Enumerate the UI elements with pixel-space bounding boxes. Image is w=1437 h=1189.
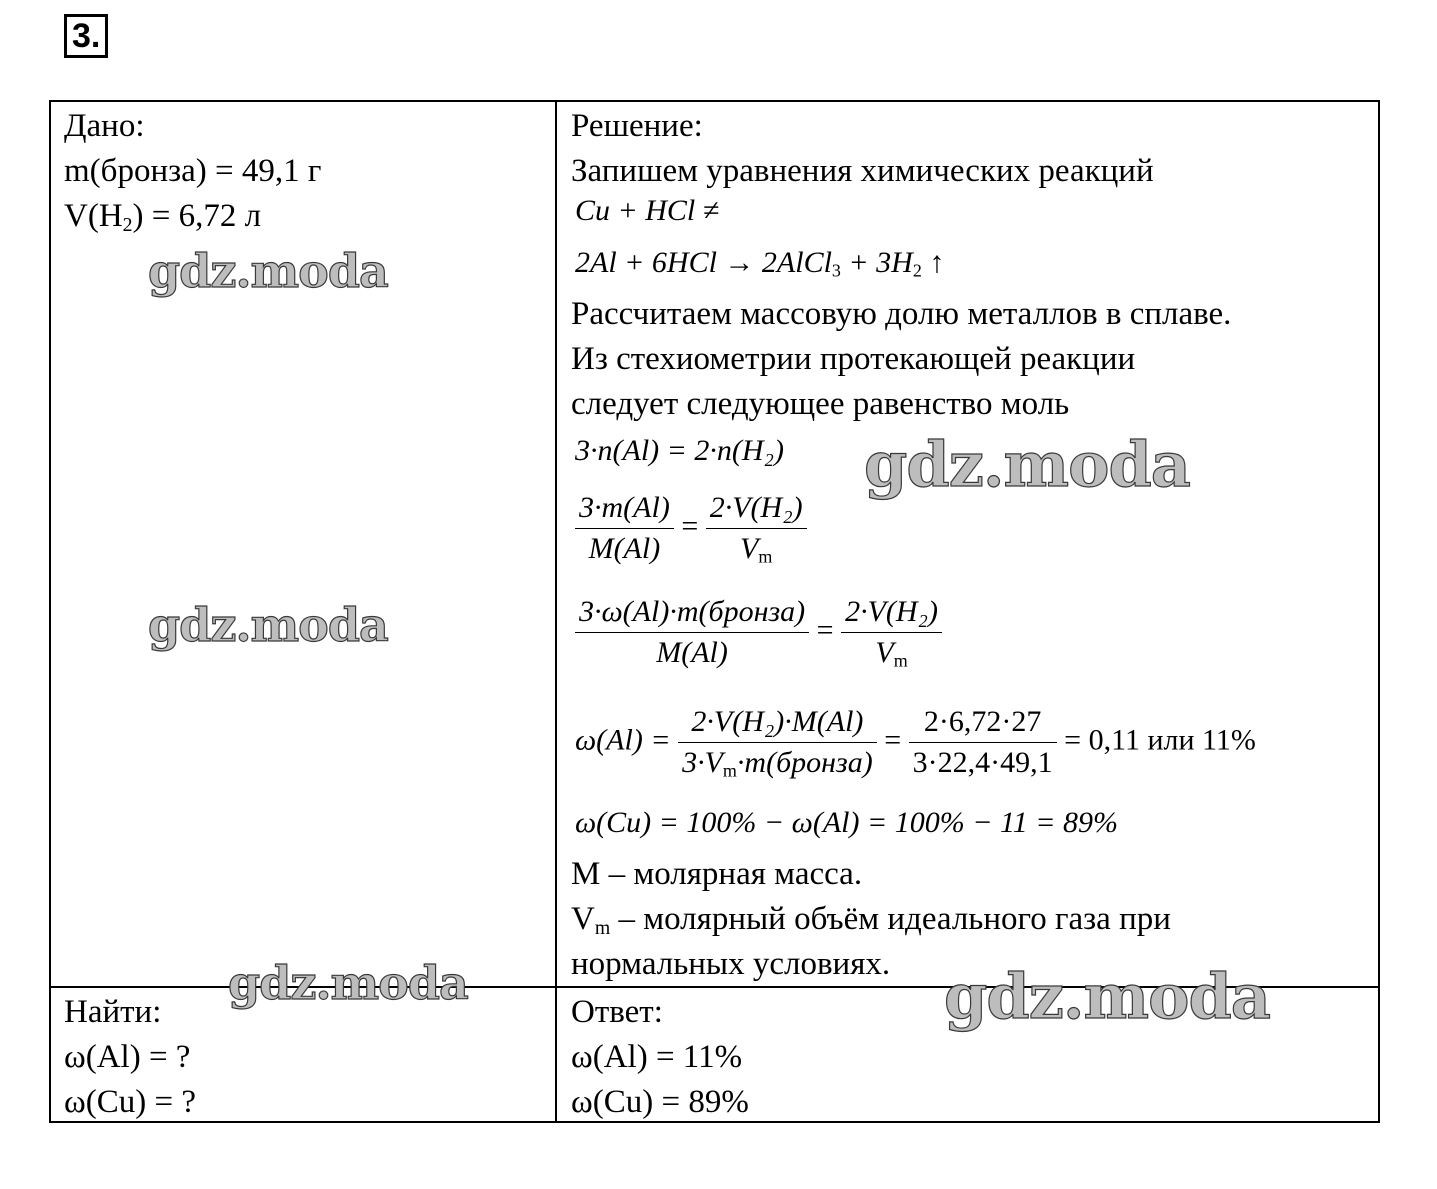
find-cell — [64, 990, 196, 1125]
given-mass: m(бронза) = 49,1 г — [64, 153, 322, 189]
answer-line: ω(Cu) = 89% — [571, 1084, 749, 1120]
solution-header — [571, 104, 1154, 194]
table-border-left — [49, 100, 51, 1123]
watermark: gdz.moda — [148, 244, 388, 298]
given-title: Дано: — [64, 108, 145, 144]
find-line: ω(Cu) = ? — [64, 1084, 196, 1120]
equation-al-hcl: 2Al + 6HCl → 2AlCl$_3$ + $3H_2$ ↑ — [575, 246, 945, 281]
given-cell — [64, 104, 321, 239]
watermark: gdz.moda — [148, 598, 388, 652]
formula-mass-ratio: $\frac{3\cdot m(Al)}{M(Al)}$ = $\frac{\text{2·V(H₂)}}{V_m}$ — [575, 488, 807, 569]
note-molar-volume: $V_m$ – молярный объём идеального газа при — [571, 901, 1171, 939]
text-line: Рассчитаем массовую долю металлов в сплаве. — [571, 296, 1232, 332]
solution-intro: Запишем уравнения химических реакций — [571, 153, 1154, 189]
answer-title: Ответ: — [571, 994, 663, 1030]
watermark: gdz.moda — [944, 960, 1270, 1033]
formula-mole-ratio: 3·n(Al) = 2·n(H₂) — [575, 434, 784, 467]
note-molar-volume-cont: нормальных условиях. — [571, 946, 891, 982]
formula-omega-cu: ω(Cu) = 100% − ω(Al) = 100% − 11 = 89% — [575, 806, 1118, 839]
equation-cu-hcl: Cu + HCl ≠ — [575, 194, 720, 227]
table-border-top — [49, 100, 1380, 102]
solution-title: Решение: — [571, 108, 703, 144]
solution-explanation — [571, 292, 1231, 427]
problem-number: 3. — [64, 14, 108, 58]
table-divider-vertical — [555, 100, 557, 1123]
table-border-right — [1378, 100, 1380, 1123]
note-molar-mass: M – молярная масса. — [571, 856, 863, 892]
answer-cell — [571, 990, 749, 1125]
answer-line: ω(Al) = 11% — [571, 1039, 743, 1075]
given-volume: $V(H_2) = 6,72$ л — [64, 198, 262, 236]
find-line: ω(Al) = ? — [64, 1039, 191, 1075]
watermark: gdz.moda — [228, 956, 468, 1010]
watermark: gdz.moda — [864, 428, 1190, 501]
formula-omega-ratio: $\frac{\text{3·ω(Al)·m(бронза)}}{M(Al)}$ = $\frac{\text{2·V(H₂)}}{V_m}$ — [575, 592, 942, 673]
text-line: Из стехиометрии протекающей реакции — [571, 341, 1136, 377]
text-line: следует следующее равенство моль — [571, 386, 1070, 422]
find-title: Найти: — [64, 994, 162, 1030]
formula-omega-al: ω(Al) = $\frac{\text{2·V(H₂)·M(Al)}}{3\cdot V_m\cdot m(бронза)}$ = $\frac{2\cdot 6,72\cdot 27}{3\cdot 22,4\cdot 49,1}$ = 0,11 или 11% — [575, 702, 1256, 783]
